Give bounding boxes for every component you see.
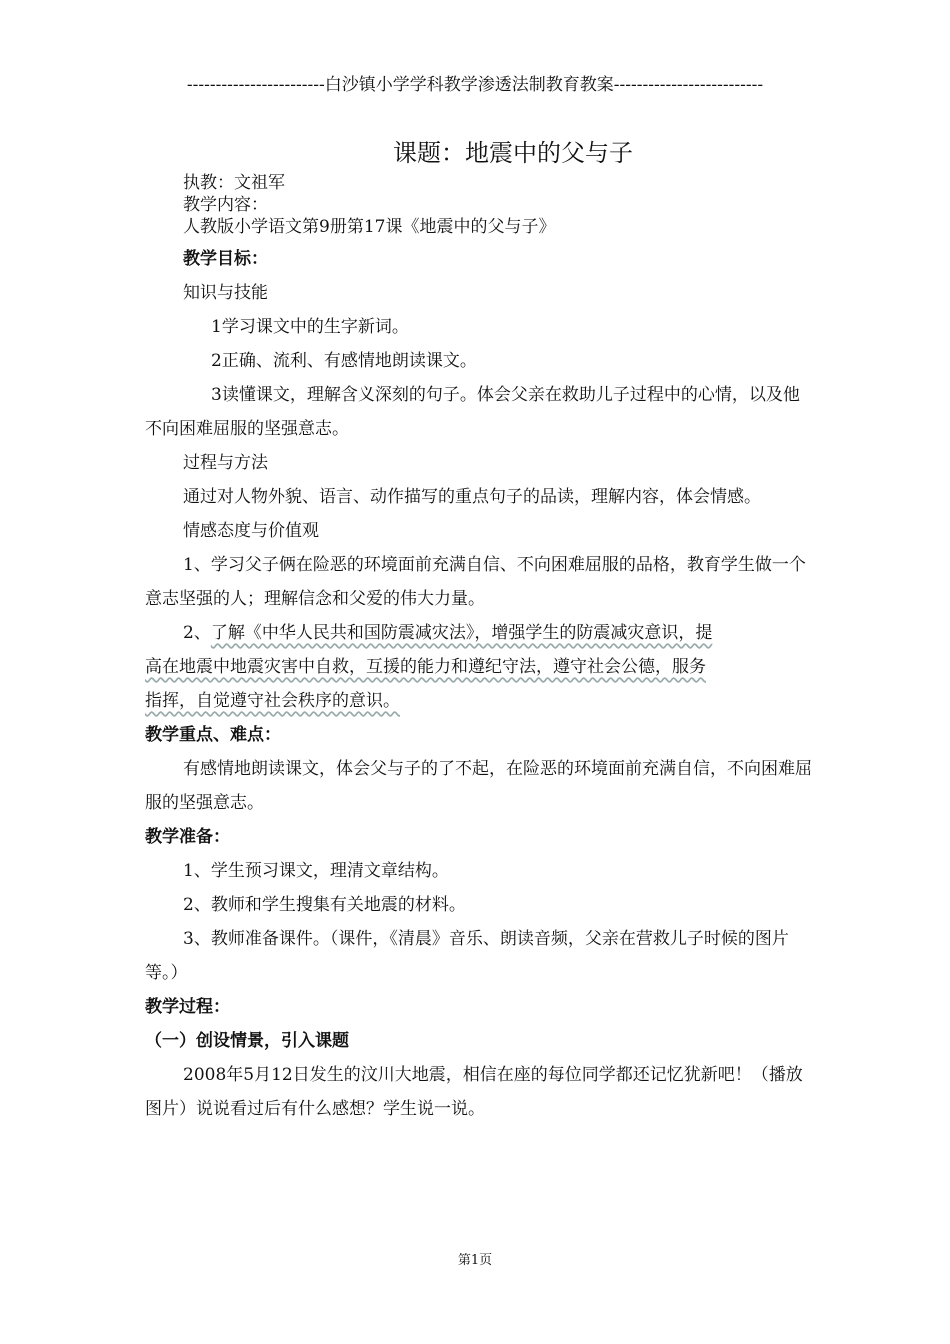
goals-heading: 教学目标： xyxy=(183,249,268,269)
process-heading: 过程与方法 xyxy=(183,453,268,473)
procedure-heading: 教学过程： xyxy=(145,997,230,1017)
prep-item-3: 3、教师准备课件。（课件，《清晨》音乐、朗读音频，父亲在营救儿子时候的图片等。） xyxy=(145,929,789,983)
emotion-item-2-prefix: 2、 xyxy=(183,623,211,643)
prep-item-1: 1、学生预习课文，理清文章结构。 xyxy=(183,861,449,881)
page-header: ------------------------白沙镇小学学科教学渗透法制教育教案-------------------------- xyxy=(186,75,764,95)
knowledge-item-2: 2正确、流利、有感情地朗读课文。 xyxy=(211,351,477,371)
content-text: 人教版小学语文第9册第17课《地震中的父与子》 xyxy=(183,217,556,237)
emotion-heading: 情感态度与价值观 xyxy=(183,521,319,541)
emotion-item-1: 1、学习父子俩在险恶的环境面前充满自信、不向困难屈服的品格，教育学生做一个意志坚强的人；理解信念和父爱的伟大力量。 xyxy=(145,555,806,609)
emotion-item-2 xyxy=(145,616,815,718)
knowledge-item-3: 3读懂课文，理解含义深刻的句子。体会父亲在救助儿子过程中的心情，以及他不向困难屈服的坚强意志。 xyxy=(145,385,800,439)
step1-heading: （一）创设情景，引入课题 xyxy=(145,1031,349,1051)
prep-item-2: 2、教师和学生搜集有关地震的材料。 xyxy=(183,895,466,915)
step1-text: 2008年5月12日发生的汶川大地震，相信在座的每位同学都还记忆犹新吧！（播放图片）说说看过后有什么感想？学生说一说。 xyxy=(145,1065,803,1119)
page-title: 课题：地震中的父与子 xyxy=(393,139,633,167)
page-number: 第1页 xyxy=(457,1253,493,1268)
emotion-item-2-line-1: 了解《中华人民共和国防震减灾法》，增强学生的防震减灾意识，提 xyxy=(210,623,713,643)
knowledge-item-1: 1学习课文中的生字新词。 xyxy=(211,317,409,337)
content-label: 教学内容： xyxy=(183,195,268,215)
prep-heading: 教学准备： xyxy=(145,827,230,847)
key-heading: 教学重点、难点： xyxy=(145,725,281,745)
knowledge-heading: 知识与技能 xyxy=(183,283,268,303)
key-text: 有感情地朗读课文，体会父与子的了不起，在险恶的环境面前充满自信，不向困难屈服的坚强意志。 xyxy=(145,759,812,813)
emotion-item-2-line-2: 高在地震中地震灾害中自救，互援的能力和遵纪守法，遵守社会公德，服务 xyxy=(145,657,706,677)
document-body xyxy=(145,172,815,1126)
emotion-item-2-line-3: 指挥，自觉遵守社会秩序的意识。 xyxy=(145,691,400,711)
teacher-line: 执教：文祖军 xyxy=(183,173,285,193)
process-text: 通过对人物外貌、语言、动作描写的重点句子的品读，理解内容，体会情感。 xyxy=(183,487,761,507)
